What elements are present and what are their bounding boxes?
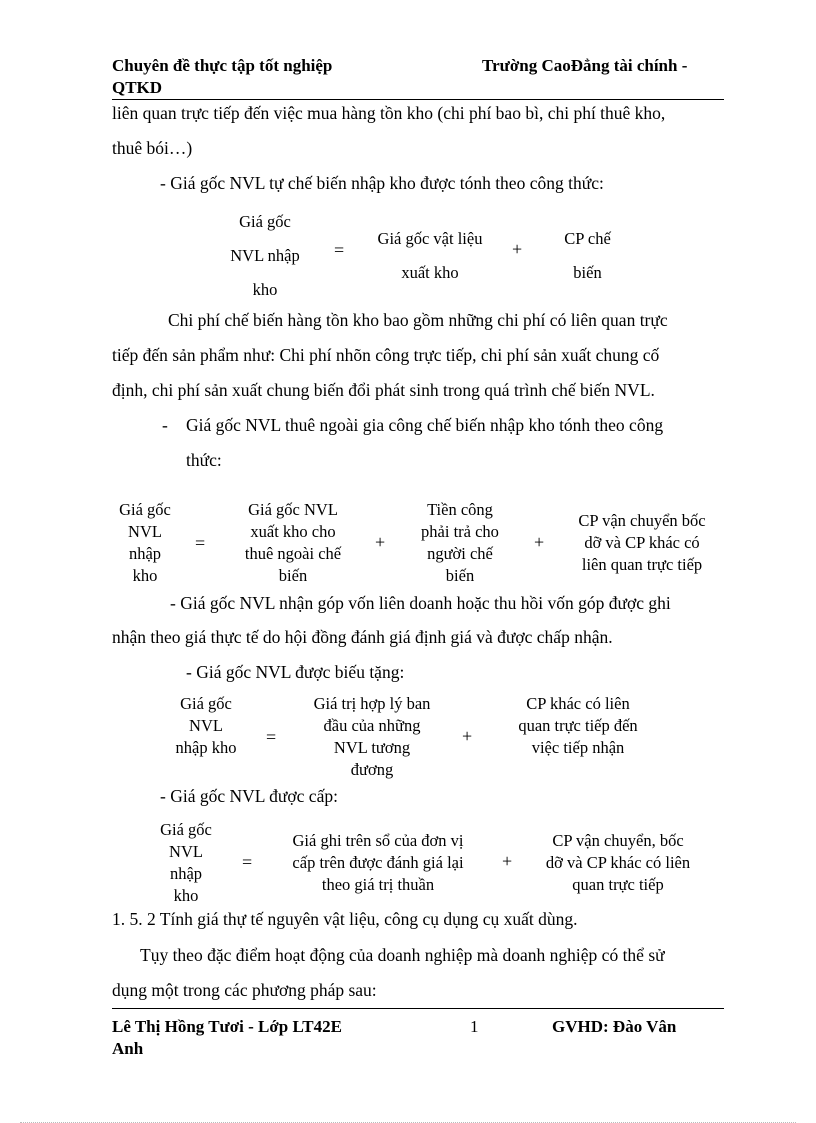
formula-3-term-2-line: quan trực tiếp đến [518,716,638,735]
formula-4-lhs [150,819,222,907]
formula-4-lhs-line: nhập [169,864,203,883]
formula-2-term-2-line: người chế [427,544,493,563]
formula-3-term-1-line: Giá trị hợp lý ban [313,694,431,713]
para-9-line-1: Tụy theo đặc điểm hoạt động của doanh nghiệp mà doanh nghiệp có thể sử [140,945,665,965]
para-2: - Giá gốc NVL tự chế biến nhập kho được tónh theo công thức: [160,173,604,193]
formula-2-term-3 [558,510,726,576]
formula-2-term-3-line: dỡ và CP khác có [584,533,700,552]
footer-supervisor: GVHD: Đào Vân [552,1017,677,1036]
formula-3-term-1-line: đầu của những [323,716,421,735]
para-3-line-1: Chi phí chế biến hàng tồn kho bao gồm những chi phí có liên quan trực [168,310,668,330]
formula-1-term-2-line: biến [573,263,602,282]
formula-2-term-1-line: Giá gốc NVL [248,500,338,519]
formula-4-lhs-line: kho [173,886,199,905]
formula-2-term-2-line: biến [445,566,475,585]
formula-4-term-2 [528,830,708,896]
formula-3-term-1-line: đương [350,760,394,779]
formula-4-term-2-line: quan trực tiếp [572,875,664,894]
formula-2-term-3-line: CP vận chuyển bốc [578,511,706,530]
formula-1-term-2-line: CP chế [564,229,611,248]
para-6: - Giá gốc NVL được biếu tặng: [186,662,405,682]
formula-1-term-2 [550,222,625,290]
formula-2-term-1-line: biến [278,566,308,585]
formula-3-plus: + [462,726,473,746]
formula-1-lhs-line: Giá gốc [239,212,291,231]
formula-2-plus-2: + [534,532,545,552]
para-5-line-2: nhận theo giá thực tế do hội đồng đánh giá định giá và được chấp nhận. [112,627,613,647]
section-heading-1-5-2: 1. 5. 2 Tính giá thự tế nguyên vật liệu, công cụ dụng cụ xuất dùng. [112,909,578,929]
para-1-line-2: thuê bói…) [112,138,193,158]
formula-2-plus-1: + [375,532,386,552]
footer-rule [112,1008,724,1009]
formula-4-term-2-line: dỡ và CP khác có liên [545,853,691,872]
formula-3-term-2-line: việc tiếp nhận [531,738,625,757]
formula-2-term-1-line: thuê ngoài chế [244,544,342,563]
header-title-left-cont: QTKD [112,78,163,97]
formula-2-lhs [110,499,180,587]
footer-page-number: 1 [470,1017,479,1036]
formula-2-term-2-line: phải trả cho [421,522,499,541]
para-4-line-2: thức: [186,450,222,470]
formula-3-term-1-line: NVL tương [333,738,411,757]
formula-1-lhs-line: kho [252,280,278,299]
formula-3-lhs [160,693,252,759]
para-3-line-3: định, chi phí sản xuất chung biến đổi phát sinh trong quá trình chế biến NVL. [112,380,655,400]
para-7: - Giá gốc NVL được cấp: [160,786,338,806]
formula-3-lhs-line: NVL [189,716,223,735]
formula-2-lhs-line: kho [132,566,158,585]
para-3-line-2: tiếp đến sản phẩm như: Chi phí nhõn công trực tiếp, chi phí sản xuất chung cố [112,345,660,365]
para-1-line-1: liên quan trực tiếp đến việc mua hàng tồn kho (chi phí bao bì, chi phí thuê kho, [112,103,666,123]
formula-2-lhs-line: NVL [128,522,162,541]
formula-1-term-1 [360,222,500,290]
formula-3-term-1 [294,693,450,781]
formula-4-lhs-line: NVL [169,842,203,861]
formula-4-term-1-line: theo giá trị thuần [321,875,435,894]
formula-2-term-3-line: liên quan trực tiếp [581,555,703,574]
para-4-line-1: Giá gốc NVL thuê ngoài gia công chế biến nhập kho tónh theo công [186,415,664,435]
footer-author: Lê Thị Hồng Tươi - Lớp LT42E [112,1017,342,1036]
formula-3-term-2 [496,693,660,759]
formula-1-lhs-line: NVL nhập [230,246,300,265]
bullet-dash: - [162,415,168,435]
formula-1-term-1-line: Giá gốc vật liệu [377,229,483,248]
formula-1-equals: = [334,240,345,260]
formula-4-lhs-line: Giá gốc [160,820,212,839]
formula-1-plus: + [512,239,523,259]
formula-4-term-1 [272,830,484,896]
formula-1-term-1-line: xuất kho [401,263,459,282]
formula-4-term-2-line: CP vận chuyển, bốc [552,831,684,850]
formula-2-lhs-line: Giá gốc [119,500,171,519]
formula-2-term-1-line: xuất kho cho [250,522,336,541]
para-5-line-1: - Giá gốc NVL nhận góp vốn liên doanh hoặc thu hồi vốn góp được ghi [170,593,671,613]
formula-3-equals: = [266,727,277,747]
formula-4-equals: = [242,852,253,872]
footer-supervisor-cont: Anh [112,1039,144,1058]
formula-4-term-1-line: cấp trên được đánh giá lại [292,853,464,872]
formula-2-lhs-line: nhập [128,544,162,563]
header-title-right: Trường CaoĐẳng tài chính - [482,56,688,75]
formula-2-term-2-line: Tiền công [427,500,493,519]
formula-2-term-1 [230,499,356,587]
formula-3-lhs-line: nhập kho [175,738,237,757]
header-title-left: Chuyên đề thực tập tốt nghiệp [112,56,333,75]
formula-4-plus: + [502,851,513,871]
formula-2-term-2 [405,499,515,587]
formula-1-lhs [215,205,315,307]
formula-3-lhs-line: Giá gốc [180,694,232,713]
formula-3-term-2-line: CP khác có liên [526,694,630,713]
formula-4-term-1-line: Giá ghi trên sổ của đơn vị [292,831,464,850]
formula-2-equals: = [195,533,206,553]
para-9-line-2: dụng một trong các phương pháp sau: [112,980,377,1000]
